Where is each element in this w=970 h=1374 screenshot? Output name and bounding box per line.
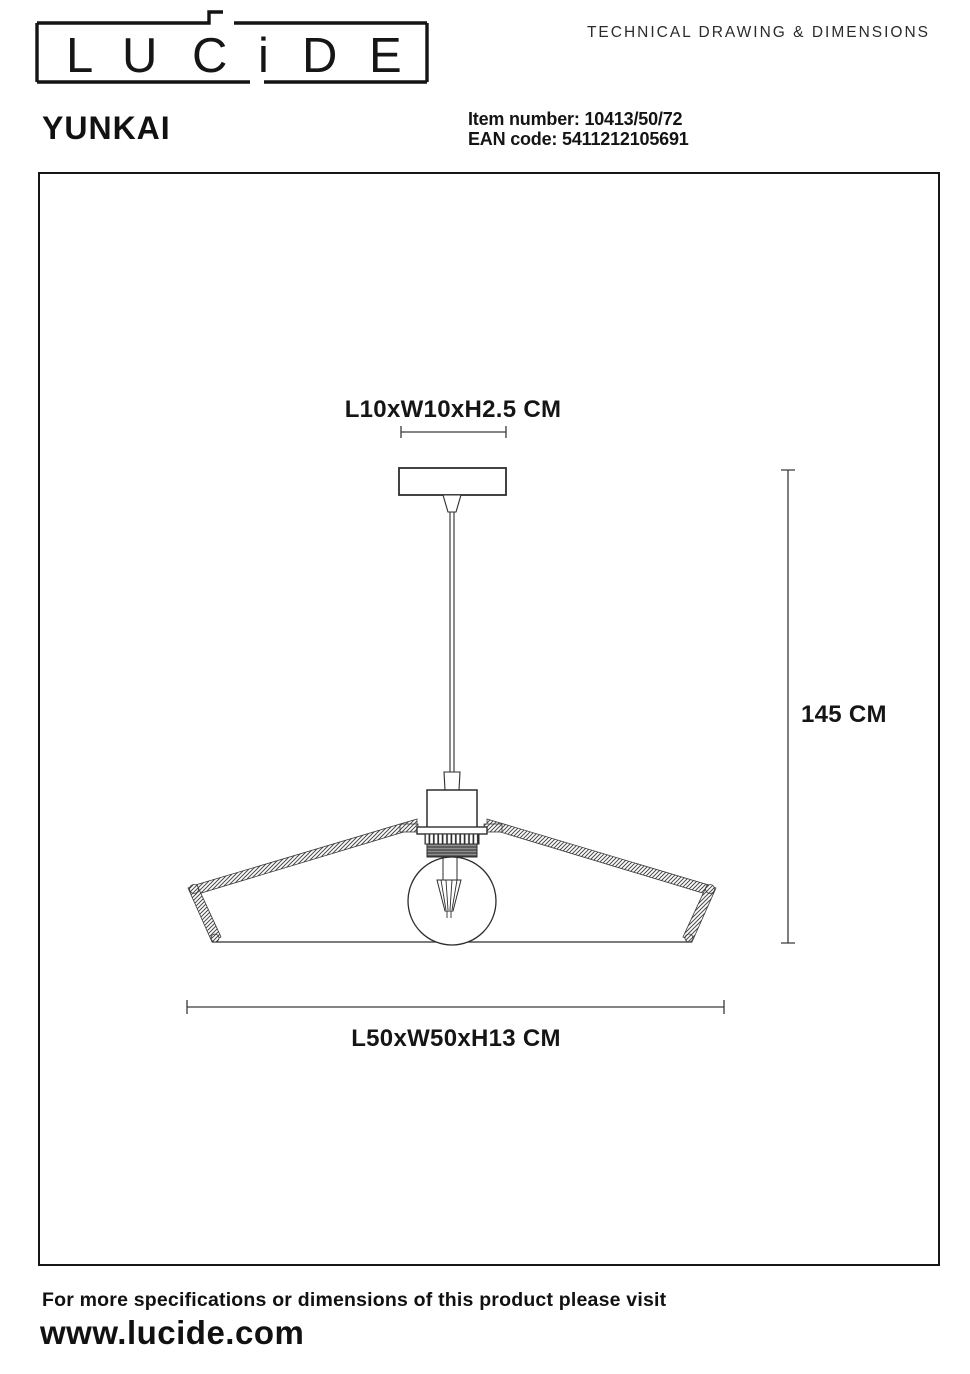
- drop-dimension: [781, 470, 887, 943]
- shade-top-right-band: [487, 819, 712, 894]
- socket-threaded-collar: [427, 844, 477, 857]
- drawing-frame: [38, 172, 940, 1266]
- cable-gland: [443, 495, 461, 512]
- canopy-dimension-line: [401, 426, 506, 438]
- ean-value: 5411212105691: [562, 129, 689, 149]
- lamp-socket: [417, 790, 487, 857]
- shade-hub-left-strip: [400, 824, 418, 832]
- product-name: YUNKAI: [42, 110, 171, 146]
- logo-letter-e: E: [369, 29, 402, 83]
- drop-dimension-line: [781, 470, 795, 943]
- website-url: www.lucide.com: [40, 1314, 305, 1351]
- item-info-block: [468, 109, 689, 149]
- socket-body: [427, 790, 477, 828]
- light-bulb: [408, 857, 496, 945]
- shade-dimension-label: L50xW50xH13 CM: [351, 1025, 561, 1052]
- cable-strain-relief: [444, 772, 460, 790]
- canopy-box: [399, 468, 506, 495]
- shade-dimension-line: [187, 1000, 724, 1014]
- footer-note: For more specifications or dimensions of this product please visit: [42, 1289, 667, 1311]
- item-number-line: [468, 109, 689, 129]
- socket-flange: [417, 827, 487, 834]
- item-number-label: Item number:: [468, 109, 580, 129]
- pendant-lamp-technical-drawing: [40, 174, 938, 1264]
- item-number-value: 10413/50/72: [584, 109, 683, 129]
- canopy-dimension: [345, 396, 562, 438]
- logo-letter-d: D: [302, 29, 338, 83]
- logo-letter-i: i: [258, 29, 269, 83]
- shade-left-rim-loop: [211, 934, 219, 942]
- doc-title: TECHNICAL DRAWING & DIMENSIONS: [586, 24, 930, 41]
- ceiling-canopy: [399, 468, 506, 512]
- shade-right-rim-loop: [685, 934, 693, 942]
- shade-width-dimension: [187, 1000, 724, 1052]
- socket-vent-ribs: [425, 834, 479, 844]
- logo-letter-u: U: [122, 29, 158, 83]
- shade-right-bend-loop: [706, 885, 715, 894]
- shade-left-bend-loop: [190, 885, 199, 894]
- lucide-logo: [30, 8, 435, 92]
- shade-top-left-band: [192, 819, 417, 894]
- canopy-dimension-label: L10xW10xH2.5 CM: [344, 396, 562, 423]
- ean-label: EAN code:: [468, 129, 558, 149]
- logo-letter-l: L: [66, 29, 94, 83]
- logo-letter-c: C: [192, 29, 228, 83]
- drop-dimension-label: 145 CM: [801, 701, 887, 728]
- cable-lines: [450, 512, 454, 772]
- suspension-cable: [444, 512, 460, 790]
- ean-line: [468, 129, 689, 149]
